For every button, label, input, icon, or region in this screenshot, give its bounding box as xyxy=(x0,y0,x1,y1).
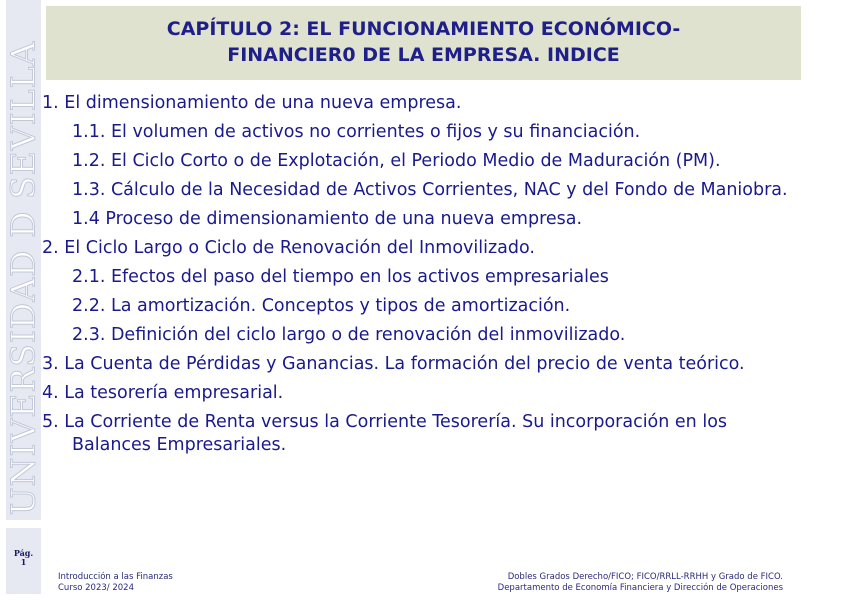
list-item xyxy=(72,208,788,231)
list-item-text: 2.2. La amortización. Conceptos y tipos de amortización. xyxy=(72,296,571,316)
list-item-text: 1.2. El Ciclo Corto o de Explotación, el Periodo Medio de Maduración (PM). xyxy=(72,151,721,171)
list-item xyxy=(72,150,788,173)
index-list xyxy=(42,92,788,463)
list-item-text: 4. La tesorería empresarial. xyxy=(42,383,284,403)
footer-course: Introducción a las Finanzas Curso 2023/ 2024 xyxy=(58,572,173,593)
list-item xyxy=(72,295,788,318)
list-item-text: 1.1. El volumen de activos no corrientes o fijos y su financiación. xyxy=(72,122,641,142)
list-item xyxy=(72,179,788,202)
list-item xyxy=(42,237,788,260)
list-item-text: 2. El Ciclo Largo o Ciclo de Renovación del Inmovilizado. xyxy=(42,238,535,258)
list-item-text: 3. La Cuenta de Pérdidas y Ganancias. La formación del precio de venta teórico. xyxy=(42,354,745,374)
list-item xyxy=(42,92,788,115)
list-item xyxy=(72,324,788,347)
list-item-text: 1. El dimensionamiento de una nueva empresa. xyxy=(42,93,462,113)
university-watermark: UNIVERSIDAD D SEVILLA xyxy=(3,40,43,516)
list-item xyxy=(42,382,788,405)
footer-department: Dobles Grados Derecho/FICO; FICO/RRLL-RRHH y Grado de FICO. Departamento de Economía Financiera y Dirección de Operaciones xyxy=(497,572,783,593)
slide-title: CAPÍTULO 2: EL FUNCIONAMIENTO ECONÓMICO- FINANCIER0 DE LA EMPRESA. INDICE xyxy=(166,18,681,66)
list-item xyxy=(42,353,788,376)
list-item-text: 2.1. Efectos del paso del tiempo en los activos empresariales xyxy=(72,267,609,287)
list-item-text: 5. La Corriente de Renta versus la Corriente Tesorería. Su incorporación en los Balances Empresariales. xyxy=(42,412,728,455)
list-item-text: 2.3. Definición del ciclo largo o de renovación del inmovilizado. xyxy=(72,325,626,345)
list-item xyxy=(72,266,788,289)
list-item-text: 1.3. Cálculo de la Necesidad de Activos Corrientes, NAC y del Fondo de Maniobra. xyxy=(72,180,788,200)
list-item xyxy=(72,121,788,144)
list-item xyxy=(42,411,788,457)
page-number: Pág. 1 xyxy=(13,548,34,567)
list-item-text: 1.4 Proceso de dimensionamiento de una nueva empresa. xyxy=(72,209,583,229)
